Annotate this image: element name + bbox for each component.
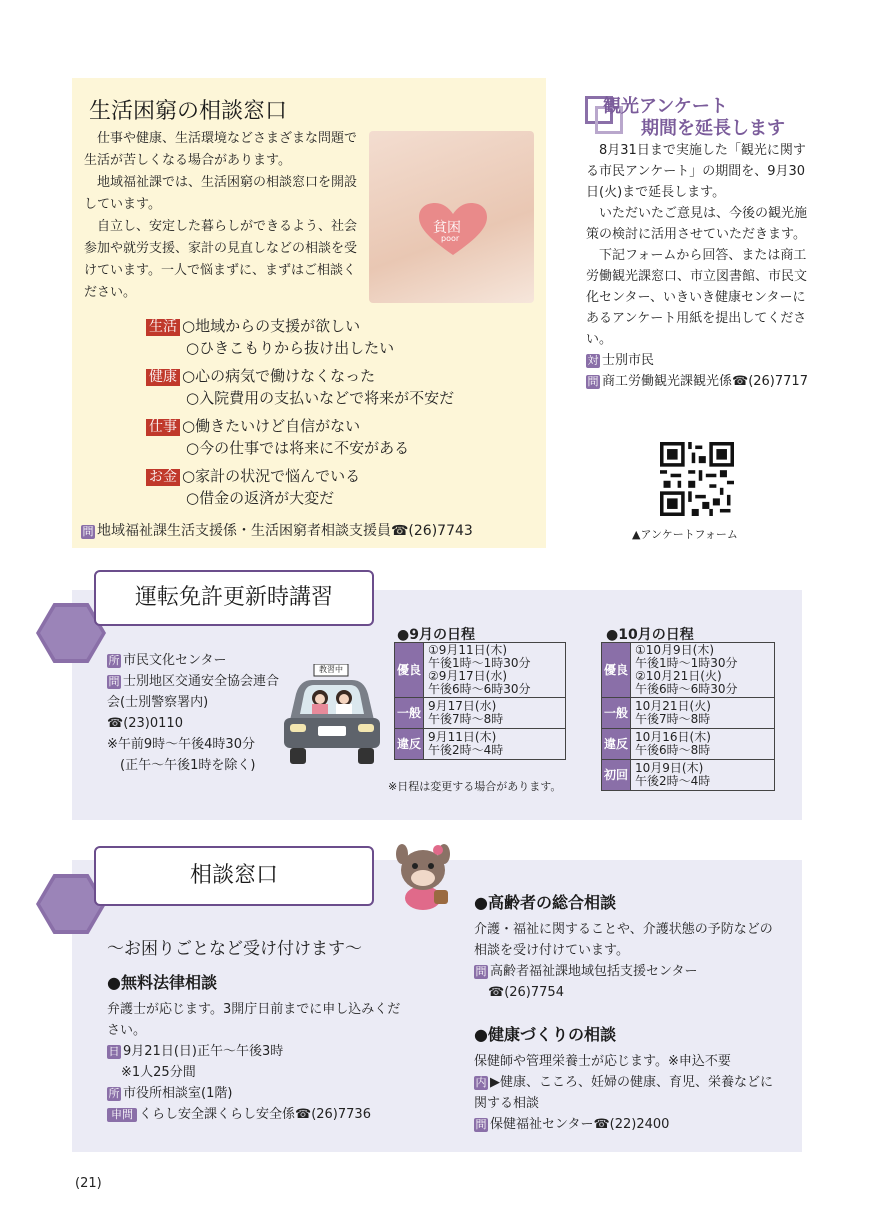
row-value	[631, 643, 775, 698]
category-item: ○心の病気で働けなくなった	[182, 367, 376, 385]
row-value	[631, 698, 775, 729]
license-phone: ☎(23)0110	[107, 716, 183, 731]
health-contact	[474, 1114, 779, 1135]
category-item: ○地域からの支援が欲しい	[182, 317, 361, 335]
category-item: ○借金の返済が大変だ	[186, 489, 335, 507]
place-tag: 所	[108, 654, 120, 667]
legal-date	[107, 1041, 407, 1062]
row-value	[631, 760, 775, 791]
row-value	[631, 729, 775, 760]
elderly-consult	[474, 890, 779, 1003]
poverty-section	[72, 78, 546, 548]
poverty-paragraph: 地域福祉課では、生活困窮の相談窓口を開設しています。	[84, 175, 358, 212]
place-tag: 所	[108, 1087, 120, 1100]
row-line: 10月9日(木)	[635, 761, 704, 775]
poverty-title: 生活困窮の相談窓口	[89, 99, 288, 124]
table-row	[395, 698, 566, 729]
category-seikatsu	[146, 315, 454, 359]
category-item: ○今の仕事では将来に不安がある	[186, 439, 410, 457]
table-row	[602, 760, 775, 791]
contact-text: くらし安全課くらし安全係☎(26)7736	[139, 1107, 371, 1122]
tourism-contact	[586, 371, 808, 392]
license-hours-note: (正午〜午後1時を除く)	[120, 758, 256, 773]
sept-schedule-title: ●9月の日程	[397, 627, 475, 643]
oct-schedule-table	[601, 642, 775, 791]
poverty-paragraph: 自立し、安定した暮らしができるよう、社会参加や就労支援、家計の見直しなどの相談を受けています。一人で悩まずに、まずはご相談ください。	[84, 219, 358, 300]
row-line: 午後6時〜6時30分	[635, 682, 738, 696]
row-line: 午後7時〜8時	[635, 712, 711, 726]
category-item: ○入院費用の支払いなどで将来が不安だ	[186, 389, 455, 407]
row-line: 午後7時〜8時	[428, 712, 504, 726]
health-content	[474, 1072, 779, 1114]
row-label: 優良	[602, 643, 631, 698]
category-item: ○家計の状況で悩んでいる	[182, 467, 361, 485]
car-sign: 教習中	[319, 665, 343, 674]
table-row	[602, 729, 775, 760]
contact-text: 高齢者福祉課地域包括支援センター	[490, 964, 698, 979]
tourism-paragraph: 8月31日まで実施した「観光に関する市民アンケート」の期間を、9月30日(火)まで延長します。	[586, 143, 806, 200]
row-line: 午後1時〜1時30分	[428, 656, 531, 670]
health-consult	[474, 1022, 779, 1135]
sept-schedule-table	[394, 642, 566, 760]
row-line: ①10月9日(木)	[635, 643, 715, 657]
row-line: ①9月11日(木)	[428, 643, 508, 657]
contact-tag: 問	[475, 1118, 487, 1131]
row-label: 一般	[602, 698, 631, 729]
consult-title: 相談窓口	[94, 846, 374, 906]
license-info	[107, 650, 285, 776]
tourism-target	[586, 350, 808, 371]
license-contact	[107, 671, 285, 713]
place-text: 市民文化センター	[123, 653, 227, 668]
row-value	[424, 729, 566, 760]
row-value	[424, 643, 566, 698]
row-line: 9月11日(木)	[428, 730, 497, 744]
oct-schedule-title: ●10月の日程	[606, 627, 694, 643]
license-title: 運転免許更新時講習	[94, 570, 374, 626]
tourism-title-line2: 期間を延長します	[641, 118, 785, 139]
table-row	[602, 643, 775, 698]
category-label: 生活	[146, 319, 180, 336]
contact-tag: 問	[587, 375, 599, 388]
row-value	[424, 698, 566, 729]
contact-tag: 問	[82, 525, 94, 538]
row-line: 午後1時〜1時30分	[635, 656, 738, 670]
driving-car-icon	[282, 664, 382, 770]
health-heading: ●健康づくりの相談	[474, 1025, 616, 1044]
legal-contact	[107, 1104, 407, 1125]
tourism-title	[585, 92, 805, 138]
category-kenko	[146, 365, 454, 409]
tourism-title-line1: 観光アンケート	[603, 96, 728, 117]
category-item: ○ひきこもりから抜け出したい	[186, 339, 395, 357]
row-line: 午後2時〜4時	[635, 774, 711, 788]
elderly-heading: ●高齢者の総合相談	[474, 893, 616, 912]
row-line: 午後6時〜8時	[635, 743, 711, 757]
table-row	[602, 698, 775, 729]
category-label: 仕事	[146, 419, 180, 436]
table-row	[395, 643, 566, 698]
place-text: 市役所相談室(1階)	[123, 1086, 233, 1101]
date-text: 9月21日(日)正午〜午後3時	[123, 1044, 284, 1059]
category-label: 健康	[146, 369, 180, 386]
qr-caption: ▲アンケートフォーム	[632, 528, 738, 541]
legal-place	[107, 1083, 407, 1104]
row-label: 一般	[395, 698, 424, 729]
row-line: 午後6時〜6時30分	[428, 682, 531, 696]
contact-text: 士別地区交通安全協会連合会(士別警察署内)	[107, 674, 280, 710]
row-label: 違反	[395, 729, 424, 760]
heart-subtext: poor	[441, 234, 460, 243]
row-line: ②10月21日(火)	[635, 669, 722, 683]
elderly-phone: ☎(26)7754	[488, 985, 564, 1000]
license-place	[107, 650, 285, 671]
legal-date-note: ※1人25分間	[121, 1065, 196, 1080]
row-line: 9月17日(水)	[428, 699, 497, 713]
elderly-contact	[474, 961, 779, 982]
row-line: 10月16日(木)	[635, 730, 711, 744]
page-number: (21)	[75, 1176, 102, 1191]
contact-tag: 申問	[107, 1108, 137, 1122]
qr-code-icon[interactable]	[660, 442, 734, 516]
target-text: 士別市民	[602, 353, 655, 368]
row-line: ②9月17日(水)	[428, 669, 508, 683]
poverty-contact	[81, 520, 473, 540]
contact-text: 地域福祉課生活支援係・生活困窮者相談支援員☎(26)7743	[97, 523, 473, 539]
table-row	[395, 729, 566, 760]
elderly-text: 介護・福祉に関することや、介護状態の予防などの相談を受け付けています。	[474, 922, 773, 958]
heart-text: 貧困	[433, 220, 461, 236]
contact-text: 保健福祉センター☎(22)2400	[490, 1117, 670, 1132]
category-item: ○働きたいけど自信がない	[182, 417, 361, 435]
row-label: 初回	[602, 760, 631, 791]
health-text: 保健師や管理栄養士が応じます。※申込不要	[474, 1054, 731, 1069]
row-label: 優良	[395, 643, 424, 698]
row-line: 10月21日(火)	[635, 699, 711, 713]
schedule-note: ※日程は変更する場合があります。	[388, 780, 562, 793]
target-tag: 対	[587, 354, 599, 367]
poverty-paragraph: 仕事や健康、生活環境などさまざまな問題で生活が苦しくなる場合があります。	[84, 131, 358, 168]
license-hours: ※午前9時〜午後4時30分	[107, 737, 255, 752]
legal-heading: ●無料法律相談	[107, 973, 217, 992]
category-label: お金	[146, 469, 180, 486]
contact-tag: 問	[108, 675, 120, 688]
mascot-icon	[388, 840, 458, 912]
category-shigoto	[146, 415, 454, 459]
poverty-category-list	[146, 315, 454, 509]
tourism-body	[586, 140, 808, 392]
row-label: 違反	[602, 729, 631, 760]
date-tag: 日	[108, 1045, 120, 1058]
contact-text: 商工労働観光課観光係☎(26)7717	[602, 374, 808, 389]
content-tag: 内	[475, 1076, 487, 1089]
tourism-paragraph: 下記フォームから回答、または商工労働観光課窓口、市立図書館、市民文化センター、いきいき健康センターにあるアンケート用紙を提出してください。	[586, 248, 808, 347]
poverty-body	[84, 128, 362, 304]
content-text: ▶健康、こころ、妊婦の健康、育児、栄養などに関する相談	[474, 1075, 773, 1111]
hands-heart-photo	[369, 131, 534, 303]
consult-subtitle: 〜お困りごとなど受け付けます〜	[107, 939, 362, 959]
legal-consult	[107, 970, 407, 1125]
legal-text: 弁護士が応じます。3開庁日前までに申し込みください。	[107, 1002, 401, 1038]
contact-tag: 問	[475, 965, 487, 978]
category-okane	[146, 465, 454, 509]
row-line: 午後2時〜4時	[428, 743, 504, 757]
tourism-paragraph: いただいたご意見は、今後の観光施策の検討に活用させていただきます。	[586, 206, 808, 242]
